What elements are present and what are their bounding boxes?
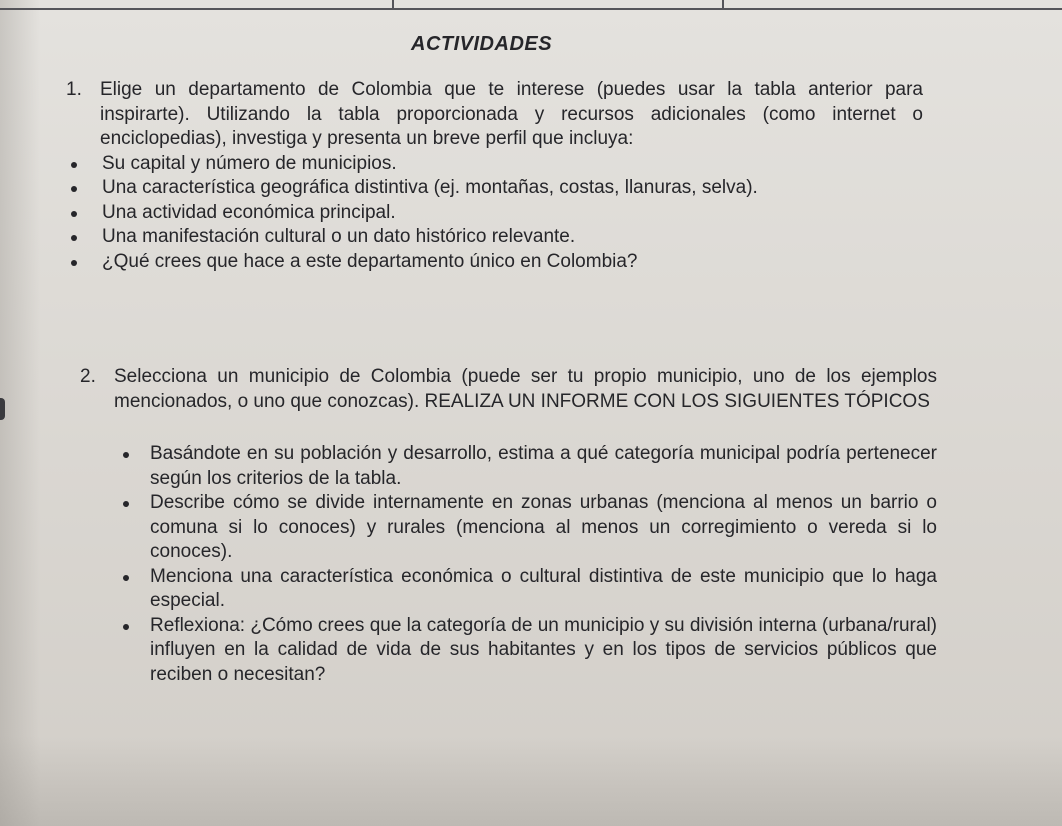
question-2-number: 2. xyxy=(80,366,96,387)
question-1-item: Una manifestación cultural o un dato histórico relevante. xyxy=(66,225,923,250)
question-2 xyxy=(80,365,937,687)
question-1-item: Una actividad económica principal. xyxy=(66,201,923,226)
question-2-item: Describe cómo se divide internamente en zonas urbanas (menciona al menos un barrio o comuna si lo conoces) y rurales (menciona al menos un corregimiento o vereda si lo conoces). xyxy=(80,491,937,565)
question-2-item: Basándote en su población y desarrollo, estima a qué categoría municipal podría pertenecer según los criterios de la tabla. xyxy=(80,442,937,491)
question-1-text: Elige un departamento de Colombia que te interese (puedes usar la tabla anterior para inspirarte). Utilizando la tabla proporcionada y recursos adicionales (como internet o enciclopedias), investiga y presenta un breve perfil que incluya: xyxy=(100,79,923,149)
page-shadow-left xyxy=(0,0,40,826)
question-2-text: Selecciona un municipio de Colombia (puede ser tu propio municipio, uno de los ejemplos mencionados, o uno que conozcas). REALIZA UN INFORME CON LOS SIGUIENTES TÓPICOS xyxy=(114,366,937,412)
question-1-item: ¿Qué crees que hace a este departamento único en Colombia? xyxy=(66,250,923,275)
question-2-statement xyxy=(80,365,937,414)
question-2-item: Reflexiona: ¿Cómo crees que la categoría de un municipio y su división interna (urbana/rural) influyen en la calidad de vida de sus habitantes y en los tipos de servicios públicos que reciben o necesitan? xyxy=(80,614,937,688)
question-2-list xyxy=(80,442,937,687)
question-1-number: 1. xyxy=(66,79,82,100)
page-title: ACTIVIDADES xyxy=(411,33,553,55)
question-1-list xyxy=(66,152,923,275)
top-table-divider-2 xyxy=(722,0,724,9)
question-1-statement xyxy=(66,78,923,152)
binder-hole-mark xyxy=(0,398,5,420)
page-shadow-bottom xyxy=(0,736,1062,826)
question-1-item: Una característica geográfica distintiva (ej. montañas, costas, llanuras, selva). xyxy=(66,176,923,201)
question-2-item: Menciona una característica económica o cultural distintiva de este municipio que lo haga especial. xyxy=(80,565,937,614)
top-table-divider-1 xyxy=(392,0,394,9)
question-1-item: Su capital y número de municipios. xyxy=(66,152,923,177)
question-1 xyxy=(66,78,923,274)
top-table-border xyxy=(0,0,1062,10)
